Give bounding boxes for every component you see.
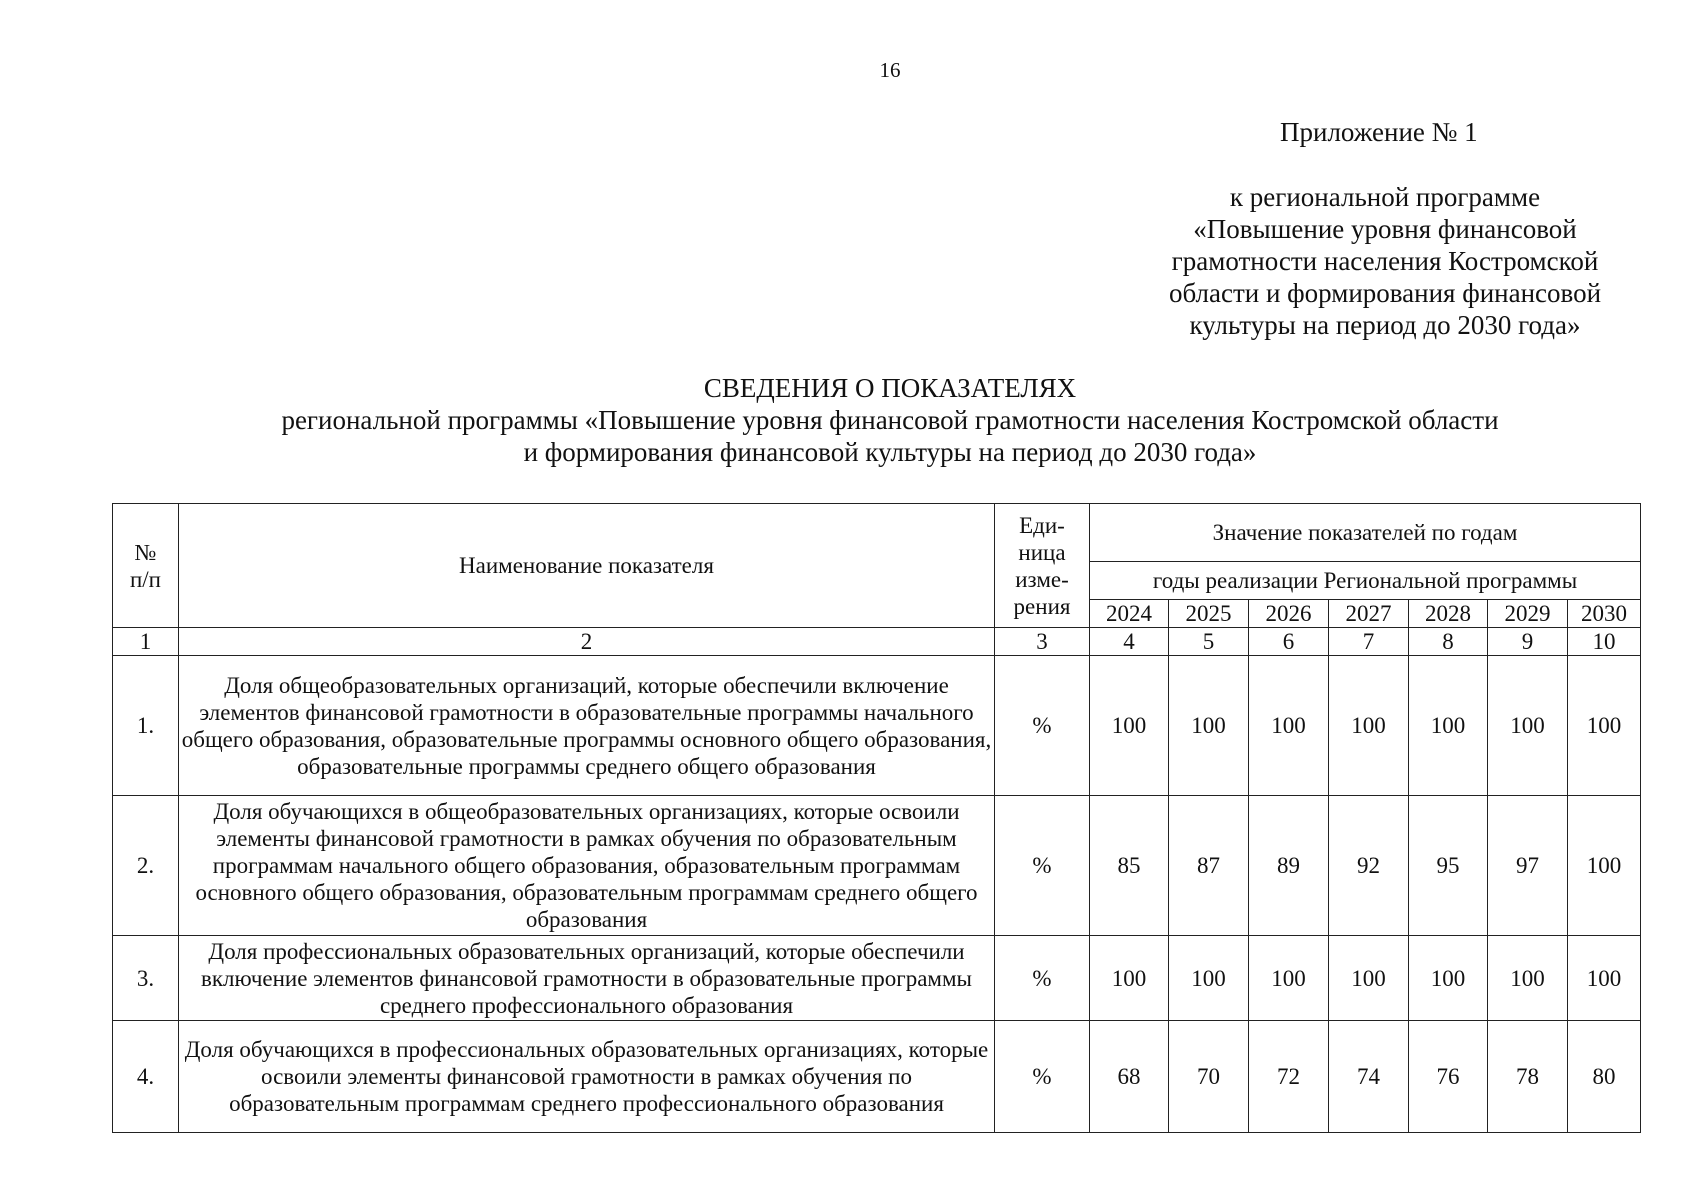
indicator-value: 100	[1568, 796, 1641, 936]
header-year: 2030	[1568, 600, 1641, 628]
indicator-name: Доля обучающихся в общеобразовательных организациях, которые освоили элементы финансовой грамотности в рамках обучения по образовательным программам начального общего образования, образовательным программам основного общего образования, образовательным программам среднего общего образования	[179, 796, 995, 936]
row-number: 4.	[113, 1021, 179, 1133]
indicator-value: 70	[1169, 1021, 1249, 1133]
indicator-value: 68	[1090, 1021, 1169, 1133]
heading-subtitle-line: региональной программы «Повышение уровня финансовой грамотности населения Костромской области	[281, 405, 1499, 435]
indicator-name: Доля обучающихся в профессиональных образовательных организациях, которые освоили элементы финансовой грамотности в рамках обучения по образовательным программам среднего профессионального образования	[179, 1021, 995, 1133]
appendix-line: культуры на период до 2030 года»	[1189, 310, 1581, 340]
document-heading	[0, 372, 1690, 468]
indicator-value: 74	[1329, 1021, 1409, 1133]
indicator-value: 100	[1568, 936, 1641, 1021]
header-year: 2026	[1249, 600, 1329, 628]
table-row	[113, 656, 1641, 796]
indicator-value: 100	[1169, 936, 1249, 1021]
indicator-unit: %	[995, 656, 1090, 796]
header-years-group: годы реализации Региональной программы	[1090, 562, 1641, 600]
column-number: 1	[113, 628, 179, 656]
indicator-value: 100	[1409, 936, 1488, 1021]
column-number: 6	[1249, 628, 1329, 656]
indicator-value: 85	[1090, 796, 1169, 936]
indicator-value: 78	[1488, 1021, 1568, 1133]
indicator-value: 100	[1488, 936, 1568, 1021]
header-year: 2024	[1090, 600, 1169, 628]
header-row-number: № п/п	[113, 504, 179, 628]
heading-subtitle-line: и формирования финансовой культуры на период до 2030 года»	[523, 437, 1257, 467]
indicator-value: 100	[1488, 656, 1568, 796]
indicator-value: 95	[1409, 796, 1488, 936]
column-number: 4	[1090, 628, 1169, 656]
header-year: 2027	[1329, 600, 1409, 628]
table-header-row	[113, 504, 1641, 562]
indicator-value: 100	[1090, 936, 1169, 1021]
header-year: 2029	[1488, 600, 1568, 628]
indicator-value: 87	[1169, 796, 1249, 936]
header-year: 2025	[1169, 600, 1249, 628]
column-number: 5	[1169, 628, 1249, 656]
header-unit: Еди- ница изме- рения	[995, 504, 1090, 628]
column-number: 10	[1568, 628, 1641, 656]
column-number: 7	[1329, 628, 1409, 656]
indicator-value: 100	[1249, 936, 1329, 1021]
column-number: 3	[995, 628, 1090, 656]
indicator-value: 100	[1329, 656, 1409, 796]
table-row	[113, 1021, 1641, 1133]
indicator-value: 92	[1329, 796, 1409, 936]
column-number: 9	[1488, 628, 1568, 656]
indicator-value: 72	[1249, 1021, 1329, 1133]
indicator-value: 97	[1488, 796, 1568, 936]
header-values-group: Значение показателей по годам	[1090, 504, 1641, 562]
appendix-line: к региональной программе	[1229, 182, 1541, 212]
indicator-name: Доля профессиональных образовательных организаций, которые обеспечили включение элементов финансовой грамотности в образовательные программы среднего профессионального образования	[179, 936, 995, 1021]
table-row	[113, 796, 1641, 936]
indicator-name: Доля общеобразовательных организаций, которые обеспечили включение элементов финансовой грамотности в образовательные программы начального общего образования, образовательные программы основного общего образования, образовательные программы среднего общего образования	[179, 656, 995, 796]
header-year: 2028	[1409, 600, 1488, 628]
appendix-reference	[1150, 181, 1620, 341]
column-number: 8	[1409, 628, 1488, 656]
indicator-value: 76	[1409, 1021, 1488, 1133]
indicators-table	[112, 503, 1641, 1133]
indicator-value: 89	[1249, 796, 1329, 936]
heading-title: СВЕДЕНИЯ О ПОКАЗАТЕЛЯХ	[703, 373, 1077, 403]
indicator-value: 100	[1568, 656, 1641, 796]
row-number: 1.	[113, 656, 179, 796]
row-number: 2.	[113, 796, 179, 936]
indicator-value: 100	[1249, 656, 1329, 796]
table-row	[113, 936, 1641, 1021]
indicator-value: 80	[1568, 1021, 1641, 1133]
appendix-line: грамотности населения Костромской	[1171, 246, 1599, 276]
page-number: 16	[879, 58, 901, 82]
appendix-title: Приложение № 1	[1280, 117, 1478, 147]
indicator-unit: %	[995, 1021, 1090, 1133]
indicator-value: 100	[1169, 656, 1249, 796]
column-number: 2	[179, 628, 995, 656]
indicator-unit: %	[995, 796, 1090, 936]
appendix-line: области и формирования финансовой	[1168, 278, 1602, 308]
appendix-line: «Повышение уровня финансовой	[1193, 214, 1577, 244]
header-indicator-name: Наименование показателя	[179, 504, 995, 628]
indicator-value: 100	[1409, 656, 1488, 796]
indicator-unit: %	[995, 936, 1090, 1021]
row-number: 3.	[113, 936, 179, 1021]
indicator-value: 100	[1329, 936, 1409, 1021]
column-number-row	[113, 628, 1641, 656]
indicator-value: 100	[1090, 656, 1169, 796]
